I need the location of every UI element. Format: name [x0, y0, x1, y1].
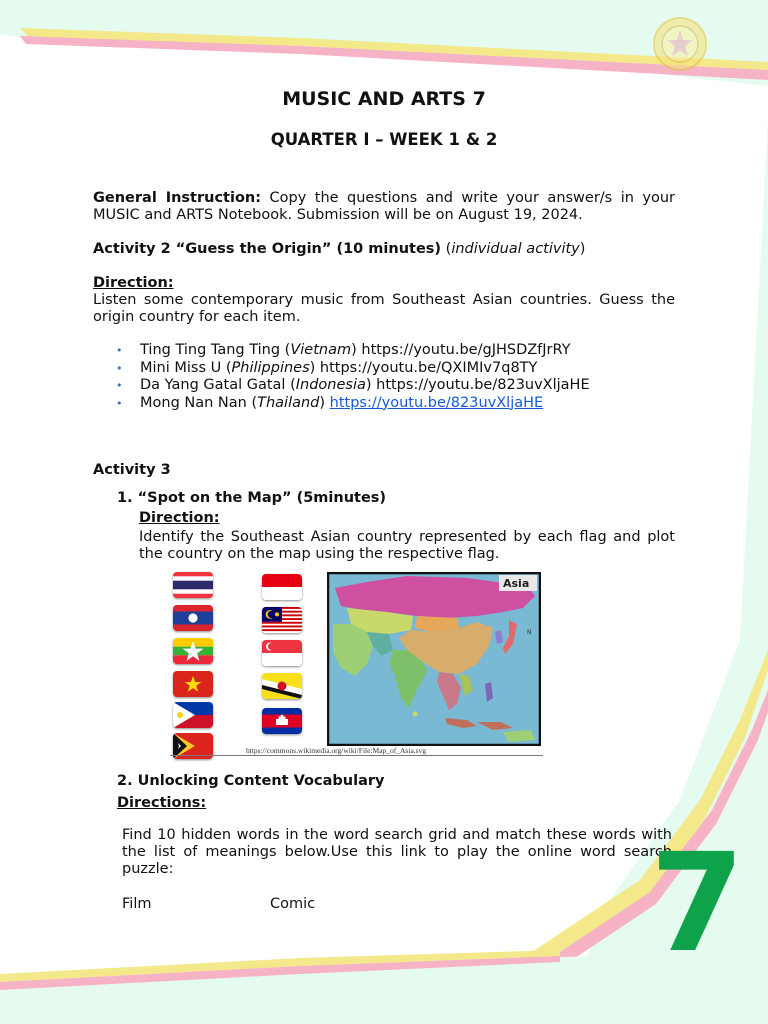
song-sep: )	[319, 394, 330, 411]
song-url: ) https://youtu.be/QXIMIv7q8TY	[309, 359, 538, 376]
song-title: Da Yang Gatal Gatal (	[140, 377, 296, 393]
song-title: Ting Ting Tang Ting (	[140, 342, 291, 358]
singapore-flag-icon	[262, 640, 302, 666]
general-instruction-label: General Instruction:	[93, 190, 262, 206]
map-divider	[170, 755, 543, 756]
song-url: ) https://youtu.be/823uvXljaHE	[365, 377, 590, 393]
list-item	[116, 377, 676, 395]
deped-seal-icon	[652, 16, 708, 72]
activity3-item2-directions-label: Directions:	[117, 795, 207, 811]
activity3-item1-direction-text: Identify the Southeast Asian country represented by each flag and plot the country on the map using the respective flag.	[139, 529, 675, 562]
song-country: Vietnam	[290, 342, 352, 358]
activity3-item2-directions-text: Find 10 hidden words in the word search grid and match these words with the list of meanings below.Use this link to play the online word search puzzle:	[122, 827, 672, 877]
malaysia-flag-icon	[262, 607, 302, 633]
bullet-icon: •	[116, 344, 123, 357]
page-title: MUSIC AND ARTS 7	[282, 88, 486, 110]
thailand-flag-icon	[173, 572, 213, 598]
map-label: Asia	[503, 577, 530, 590]
song-title: Mong Nan Nan (	[140, 394, 258, 411]
song-country: Indonesia	[295, 377, 366, 393]
song-country: Philippines	[231, 359, 310, 376]
brunei-flag-icon	[262, 673, 302, 699]
activity2-heading-line	[93, 241, 693, 258]
vocab-word: Film	[122, 896, 152, 912]
activity2-direction-text: Listen some contemporary music from Southeast Asian countries. Guess the origin country for each item.	[93, 292, 675, 325]
paren-open: (	[441, 241, 452, 257]
indonesia-flag-icon	[262, 574, 302, 600]
map-credit: https://commons.wikimedia.org/wiki/File:Map_of_Asia.svg	[246, 746, 427, 755]
bullet-icon: •	[116, 361, 123, 375]
activity3-item2-heading: 2. Unlocking Content Vocabulary	[117, 773, 385, 789]
activity2-mode: individual activity	[451, 241, 580, 257]
list-item	[116, 342, 676, 360]
myanmar-flag-icon	[173, 638, 213, 664]
bullet-icon: •	[116, 379, 123, 392]
laos-flag-icon	[173, 605, 213, 631]
list-item	[116, 360, 676, 378]
svg-text:N: N	[527, 629, 532, 636]
vietnam-flag-icon	[173, 671, 213, 697]
bullet-icon: •	[116, 396, 123, 410]
song-country: Thailand	[257, 394, 320, 411]
cambodia-flag-icon	[262, 708, 302, 734]
general-instruction-text: Copy the questions and write your answer/s in your MUSIC and ARTS Notebook. Submission will be on August 19, 2024.	[93, 190, 675, 223]
paren-close: )	[579, 241, 586, 257]
song-list	[116, 342, 676, 412]
song-url: ) https://youtu.be/gJHSDZfJrRY	[351, 342, 571, 358]
vocab-word: Comic	[270, 896, 316, 912]
page-subtitle: QUARTER I – WEEK 1 & 2	[270, 130, 498, 149]
grade-badge: 7	[650, 825, 745, 983]
list-item	[116, 395, 676, 413]
general-instruction	[93, 190, 675, 224]
song-title: Mini Miss U (	[140, 359, 232, 376]
activity3-heading: Activity 3	[93, 462, 171, 478]
activity3-item1-direction-label: Direction:	[139, 510, 220, 526]
philippines-flag-icon	[173, 702, 213, 728]
asia-map	[327, 572, 541, 746]
song-link[interactable]: https://youtu.be/823uvXljaHE	[329, 394, 544, 411]
activity3-item1-heading: 1. “Spot on the Map” (5minutes)	[117, 490, 387, 506]
activity2-heading: Activity 2 “Guess the Origin” (10 minutes)	[93, 241, 442, 257]
activity2-direction-label: Direction:	[93, 275, 174, 291]
